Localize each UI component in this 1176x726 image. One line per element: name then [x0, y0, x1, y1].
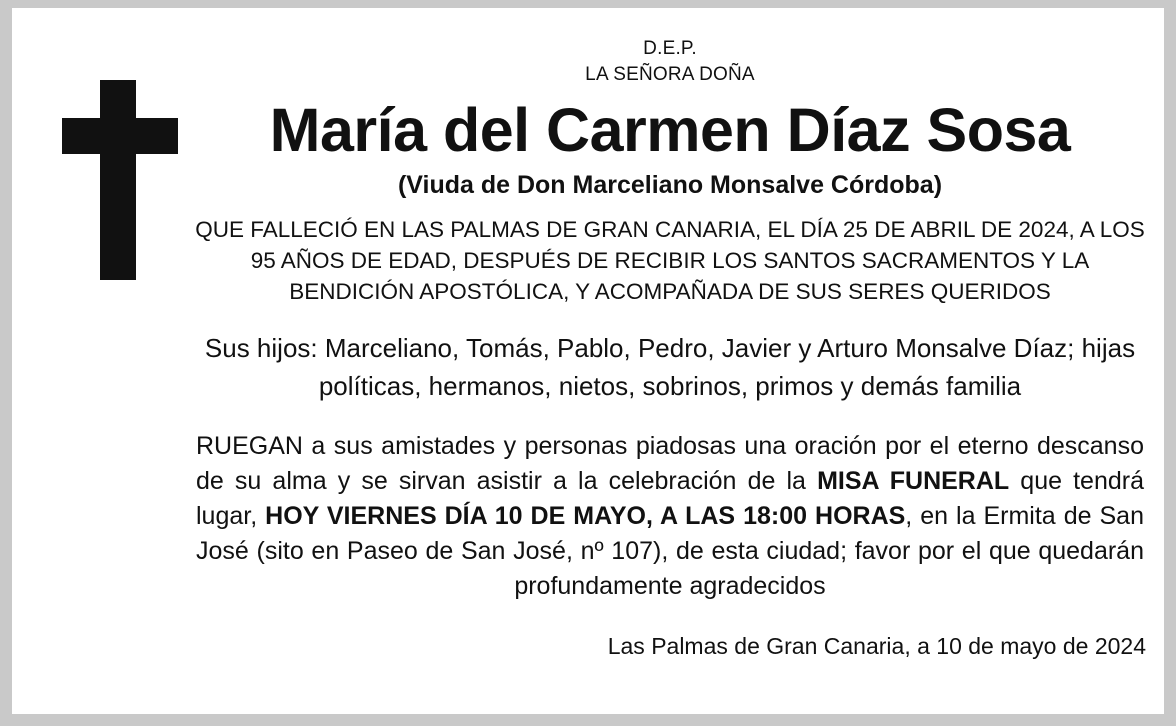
request-text-part-3: , en la Ermita de San José (sito en Paseo de San José, nº 107), de esta ciudad; favor por el que quedarán profundamente agradecidos — [196, 502, 1144, 600]
death-info-paragraph: QUE FALLECIÓ EN LAS PALMAS DE GRAN CANARIA, EL DÍA 25 DE ABRIL DE 2024, A LOS 95 AÑOS DE EDAD, DESPUÉS DE RECIBIR LOS SANTOS SACRAMENTOS Y LA BENDICIÓN APOSTÓLICA, Y ACOMPAÑADA DE SUS SERES QUERIDOS — [195, 217, 1145, 304]
obituary-notice-card — [12, 8, 1164, 714]
cross-horizontal-bar — [62, 118, 178, 154]
widow-of-line: (Viuda de Don Marceliano Monsalve Córdoba) — [397, 171, 943, 199]
cross-icon — [40, 80, 180, 280]
dep-block — [190, 36, 1150, 88]
place-and-date: Las Palmas de Gran Canaria, a 10 de mayo de 2024 — [607, 633, 1146, 659]
deceased-name: María del Carmen Díaz Sosa — [269, 96, 1071, 164]
mass-label: MISA FUNERAL — [817, 467, 1010, 495]
cross-vertical-bar — [100, 80, 136, 280]
dep-line-2: LA SEÑORA DOÑA — [585, 64, 755, 85]
family-paragraph: Sus hijos: Marceliano, Tomás, Pablo, Pedro, Javier y Arturo Monsalve Díaz; hijas políticas, hermanos, nietos, sobrinos, primos y demás familia — [204, 333, 1136, 401]
request-paragraph — [190, 429, 1150, 604]
dep-line-1: D.E.P. — [643, 38, 697, 59]
request-text-part-2: que tendrá lugar, — [196, 467, 1145, 530]
mass-datetime: HOY VIERNES DÍA 10 DE MAYO, A LAS 18:00 HORAS — [265, 502, 906, 530]
obituary-content — [190, 36, 1150, 662]
request-text-part-1: RUEGAN a sus amistades y personas piadosas una oración por el eterno descanso de su alma y se sirvan asistir a la celebración de la — [196, 432, 1144, 495]
